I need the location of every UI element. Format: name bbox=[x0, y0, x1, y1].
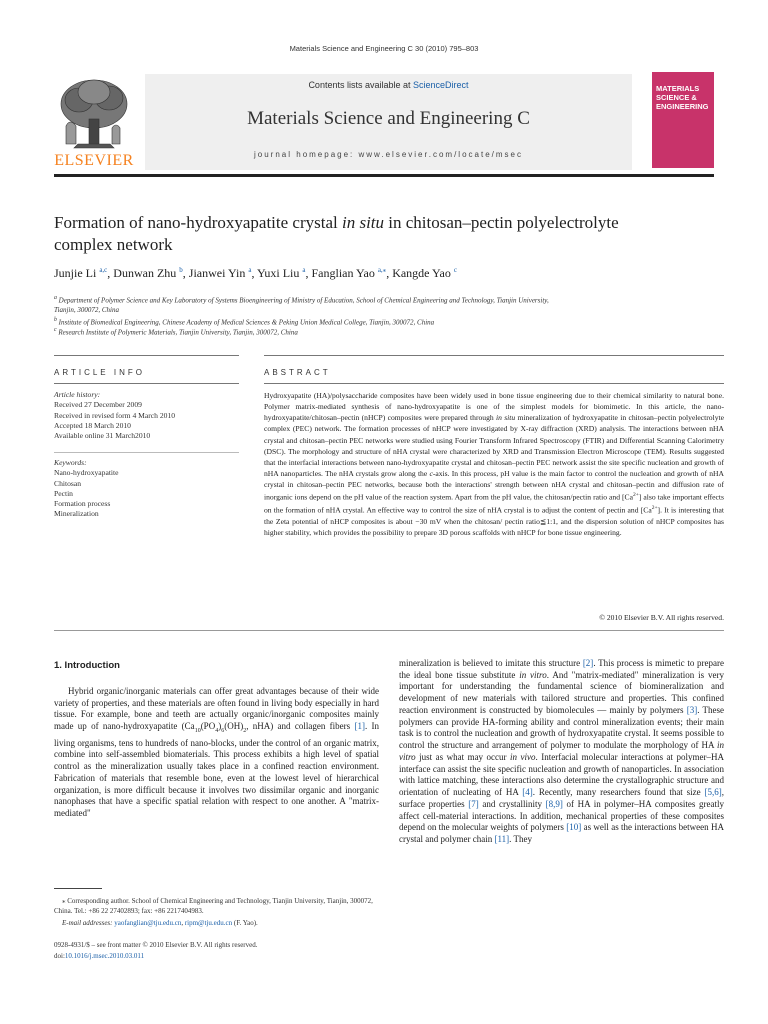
body-text: . And "matrix-mediated" mineralization is very important for understanding the fundamental science of biomineralization and development of new materials with tailored structure and properties. This confined reaction environment is constructed by biomolecules — mainly by polymers bbox=[399, 669, 724, 715]
email-separator: , bbox=[181, 919, 184, 927]
author-name: Junjie Li bbox=[54, 266, 97, 280]
body-text: , nHA) and collagen fibers bbox=[246, 721, 351, 732]
email-addresses bbox=[54, 918, 382, 928]
abstract-text bbox=[264, 390, 724, 538]
divider bbox=[54, 383, 239, 384]
front-matter-note: 0928-4931/$ – see front matter © 2010 Elsevier B.V. All rights reserved. bbox=[54, 941, 258, 949]
citation-link[interactable]: [11] bbox=[494, 834, 510, 845]
keywords bbox=[54, 458, 239, 520]
affiliation-text: Research Institute of Polymeric Materials, Tianjin University, Tianjin, 300072, China bbox=[58, 328, 298, 337]
citation-link[interactable]: [7] bbox=[468, 798, 479, 809]
keyword: Pectin bbox=[54, 488, 73, 498]
subscript: 10 bbox=[194, 728, 201, 734]
abstract-copyright: © 2010 Elsevier B.V. All rights reserved. bbox=[599, 613, 724, 622]
divider bbox=[264, 355, 724, 356]
superscript: 2+ bbox=[651, 505, 658, 512]
body-text: of HA in polymer–HA composites greatly affect cell-material interactions. In addition, mechanical properties of these composites depend on the molecular weights of polymers bbox=[399, 798, 725, 833]
citation-link[interactable]: [3] bbox=[686, 704, 698, 715]
author-affil-sup[interactable]: a bbox=[302, 266, 306, 274]
subscript: 4 bbox=[215, 728, 219, 734]
section-heading: 1. Introduction bbox=[54, 660, 120, 671]
article-history bbox=[54, 390, 239, 441]
body-text: . They bbox=[509, 834, 532, 845]
affiliation-marker: a bbox=[54, 295, 57, 301]
author-name: Kangde Yao bbox=[392, 266, 451, 280]
history-item: Received in revised form 4 March 2010 bbox=[54, 410, 176, 420]
contents-prefix: Contents lists available at bbox=[308, 80, 411, 90]
body-text: , surface properties bbox=[399, 787, 725, 809]
body-text: as well as the interactions between HA crystal and polymer chain bbox=[399, 822, 724, 845]
author-affil-sup[interactable]: b bbox=[179, 266, 183, 274]
abstract-segment: ]. It is interesting that the Zeta potential of nHCP composites is about −30 mV when the chitosan/ pectin ratio≦1:1, and the dispersion solution of nHCP composites has higher stability, which provides the possibility to prepare 3D porous scaffolds with nHCP for bone tissue engineering. bbox=[264, 505, 724, 537]
keyword: Mineralization bbox=[54, 509, 99, 519]
citation-link[interactable]: [8,9] bbox=[545, 798, 563, 809]
article-info-heading: ARTICLE INFO bbox=[54, 368, 145, 377]
email-link[interactable]: yaofanglian@tju.edu.cn bbox=[114, 919, 182, 927]
abstract-italic: c bbox=[429, 469, 433, 479]
email-tail: (F. Yao). bbox=[233, 919, 258, 927]
journal-homepage[interactable]: journal homepage: www.elsevier.com/locate/msec bbox=[254, 150, 523, 159]
abstract-segment: mineralization of hydroxyapatite in chitosan–pectin polyelectrolyte complex (PEC) network. The formation processes of nHCP were investigated by X-ray diffraction (XRD) analysis. The interactions between nHA crystal and chitosan–pectin PEC networks were studied using Fourier Transform Infrared Spectroscopy (FTIR) and Differential Scanning Calorimetry (DSC). The morphology and structure of nHA crystal were characterized by XRD and Transmission Electron Microscope (TEM). Results suggested that the interfacial interactions between nano-hydroxyapatite crystal and chitosan–pectin PEC network assist the site specific nucleation and growth of nHA nanoparticles. The nHA crystals grow along the bbox=[264, 413, 724, 479]
author-name: Yuxi Liu bbox=[257, 266, 300, 280]
title-part: in chitosan–pectin polyelectrolyte bbox=[388, 213, 619, 232]
body-text: (PO bbox=[200, 721, 216, 732]
publisher-logo-text: ELSEVIER bbox=[54, 152, 134, 169]
citation-link[interactable]: [1] bbox=[354, 721, 365, 732]
body-text: . These polymers can provide HA-forming ability and control mineralization events; their main task is to control the nucleation and growth of hydroxyapatite crystal. It seems possible to control the structure and arrangement of polymer to modulate the morphology of HA bbox=[399, 704, 725, 751]
body-text: Hybrid organic/inorganic materials can offer great advantages because of their wide variety of properties, and these materials are often found in living body especially in hard tissue. For example, bone and teeth are actually organic/inorganic composites mainly made up of nano-hydroxyapatite (Ca bbox=[54, 686, 379, 732]
affiliation bbox=[54, 293, 714, 315]
author-name: Jianwei Yin bbox=[188, 266, 246, 280]
affiliation-marker: c bbox=[54, 327, 57, 333]
keyword: Chitosan bbox=[54, 478, 82, 488]
keyword: Formation process bbox=[54, 499, 111, 509]
email-link[interactable]: ripm@tju.edu.cn bbox=[184, 919, 233, 927]
body-text: (OH) bbox=[224, 721, 244, 732]
citation-link[interactable]: [2] bbox=[582, 658, 594, 668]
cover-title-line: MATERIALS bbox=[656, 84, 700, 93]
body-text: mineralization is believed to imitate this structure bbox=[399, 658, 581, 668]
contents-line bbox=[145, 80, 632, 90]
author-affil-sup[interactable]: a bbox=[248, 266, 252, 274]
abstract-italic: in situ bbox=[496, 413, 516, 423]
title-part: complex network bbox=[54, 235, 173, 254]
italic-text: in vitro bbox=[399, 740, 725, 762]
affiliation-marker: b bbox=[54, 317, 57, 323]
citation-link[interactable]: [4] bbox=[522, 787, 533, 798]
citation-link[interactable]: [5,6] bbox=[704, 787, 722, 798]
author-affil-sup[interactable]: c bbox=[453, 266, 457, 274]
history-label: Article history: bbox=[54, 390, 101, 399]
journal-title: Materials Science and Engineering C bbox=[247, 108, 530, 129]
affiliation bbox=[54, 325, 714, 337]
keyword: Nano-hydroxyapatite bbox=[54, 468, 119, 478]
affiliation-text: Institute of Biomedical Engineering, Chinese Academy of Medical Sciences & Peking Union Medical College, Tianjin, 300072, China bbox=[58, 318, 435, 327]
body-text: ) bbox=[218, 721, 222, 732]
corresponding-author-note: ⁎ Corresponding author. School of Chemical Engineering and Technology, Tianjin University, Tianjin, 300072, China. Tel.: +86 22 27402893; fax: +86 2217404983. bbox=[54, 897, 373, 915]
italic-text: in vivo bbox=[510, 751, 536, 762]
journal-cover-title bbox=[656, 84, 714, 111]
history-item: Available online 31 March2010 bbox=[54, 431, 151, 441]
footnote-rule bbox=[54, 888, 102, 889]
title-italic: in situ bbox=[341, 213, 385, 232]
sciencedirect-link[interactable]: ScienceDirect bbox=[413, 80, 469, 90]
subscript: 6 bbox=[221, 728, 225, 734]
superscript: 2+ bbox=[632, 492, 639, 499]
abstract-heading: ABSTRACT bbox=[264, 368, 331, 377]
author-name: Fanglian Yao bbox=[311, 266, 375, 280]
abstract-segment: ] also take important effects on the formation of nHA crystal. An effective way to control the size of nHA crystal is to adjust the content of pectin and [Ca bbox=[264, 492, 724, 515]
banner-rule bbox=[54, 174, 714, 177]
intro-paragraph-left bbox=[54, 686, 379, 820]
abstract-segment: -axis. In this process, pH value is the main factor to control the nucleation and growth of nHA crystal in chitosan–pectin PEC networks, because both the interactions' strength between nHA crystal and chitosan–pectin and diffusion rate of inorganic ions depend on the pH value of the reaction system. Apart from the pH value, the chitosan/pectin ratio and [Ca bbox=[264, 469, 724, 502]
running-header: Materials Science and Engineering C 30 (2010) 795–803 bbox=[289, 44, 479, 53]
body-text: just as what may occur bbox=[419, 751, 507, 762]
cover-title-line: SCIENCE & bbox=[656, 93, 697, 102]
doi-line bbox=[54, 951, 374, 961]
divider bbox=[54, 355, 239, 356]
keywords-label: Keywords: bbox=[54, 458, 87, 467]
author-affil-sup[interactable]: a,c bbox=[99, 266, 108, 274]
italic-text: in vitro bbox=[519, 669, 547, 680]
divider bbox=[54, 452, 239, 453]
title-part: Formation of nano-hydroxyapatite crystal bbox=[54, 213, 338, 232]
history-item: Accepted 18 March 2010 bbox=[54, 420, 131, 430]
subscript: 2 bbox=[243, 728, 247, 734]
affiliation-text: Tianjin, 300072, China bbox=[54, 306, 119, 315]
body-text: . Recently, many researchers found that size bbox=[532, 787, 701, 798]
body-text: . In living organisms, tens to hundreds of nano-blocks, under the control of an organic matrix, combine into self-assembled biomaterials. This process exhibits a high level of spatial control as the mineralization usually takes place in a confined reaction environment. Fabrication of materials that resemble bone, even at the lowest level of hierarchical organization, is more difficult because it involves two dissimilar organic and inorganic nanophases that have a specific spatial relation with respect to one another. A "matrix-mediated" bbox=[54, 721, 380, 819]
doi-prefix: doi: bbox=[54, 952, 65, 960]
body-text: . Interfacial molecular interactions at polymer–HA interface can assist the site specific nucleation and growth of nanoparticles. In association with lattice matching, these interactions also determine the crystallographic structure and orientation of nucleating of HA bbox=[399, 751, 725, 798]
intro-paragraph-right bbox=[399, 658, 724, 846]
history-item: Received 27 December 2009 bbox=[54, 400, 142, 410]
body-text: and crystallinity bbox=[482, 798, 542, 809]
affiliation-text: Department of Polymer Science and Key Laboratory of Systems Bioengineering of Ministry of Education, School of Chemical Engineering and Technology, Tianjin University, bbox=[58, 296, 549, 305]
author-name: Dunwan Zhu bbox=[113, 266, 177, 280]
author-list: Junjie Li $^{a,c}$, Dunwan Zhu $^b$, Jianwei Yin $^a$, Yuxi Liu $^a$, Fanglian Yao $^{a,⁎}$, Kangde Yao $^c$ bbox=[54, 266, 457, 280]
abstract-segment: Hydroxyapatite (HA)/polysaccharide composites have been widely used in bone tissue engineering due to their chemical similarity to natural bone. Polymer matrix-mediated synthesis of nano-hydroxyapatite is one of the simplest models for biomimetic. In this article, the nano-hydroxyapatite/chitosan–pectin (nHCP) composites were prepared through bbox=[264, 391, 724, 423]
email-label: E-mail addresses: bbox=[62, 919, 113, 927]
cover-title-line: ENGINEERING bbox=[656, 102, 709, 111]
divider bbox=[264, 383, 724, 384]
author-affil-sup[interactable]: a,⁎ bbox=[377, 266, 387, 274]
divider bbox=[54, 630, 724, 631]
doi-link[interactable]: 10.1016/j.msec.2010.03.011 bbox=[64, 952, 145, 960]
article-title bbox=[54, 212, 714, 256]
citation-link[interactable]: [10] bbox=[566, 822, 582, 833]
body-text: . This process is mimetic to prepare the ideal bone tissue substitute bbox=[399, 658, 725, 680]
